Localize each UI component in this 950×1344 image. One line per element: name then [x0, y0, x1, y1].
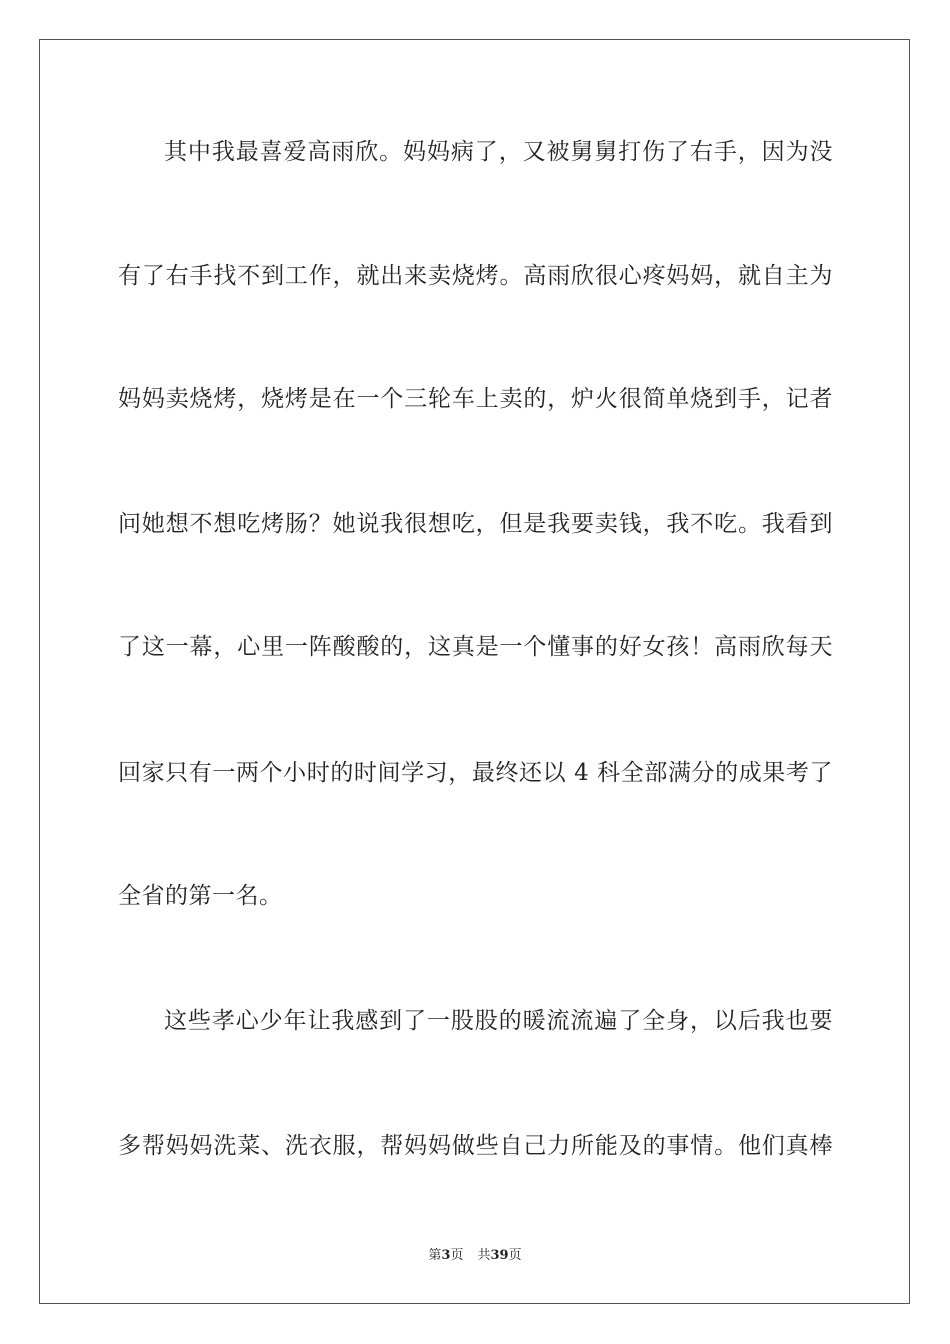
- footer-total-suffix: 页: [508, 1248, 522, 1263]
- paragraph-line-1: 其中我最喜爱高雨欣。妈妈病了，又被舅舅打伤了右手，因为没: [164, 139, 833, 165]
- footer-total-prefix: 共: [477, 1248, 491, 1263]
- footer-total-pages: 39: [490, 1248, 509, 1263]
- footer-page-suffix: 页: [450, 1248, 464, 1263]
- footer-page-number: 3: [441, 1248, 451, 1263]
- paragraph-line-5: 了这一幕，心里一阵酸酸的，这真是一个懂事的好女孩！高雨欣每天: [118, 634, 833, 660]
- paragraph-line-4: 问她想不想吃烤肠？她说我很想吃，但是我要卖钱，我不吃。我看到: [118, 511, 833, 537]
- page-border: [39, 39, 910, 1304]
- paragraph-line-6: 回家只有一两个小时的时间学习，最终还以 4 科全部满分的成果考了: [118, 760, 833, 786]
- paragraph-line-2: 有了右手找不到工作，就出来卖烧烤。高雨欣很心疼妈妈，就自主为: [118, 263, 833, 289]
- paragraph-line-7: 全省的第一名。: [118, 883, 283, 909]
- paragraph-line-9: 多帮妈妈洗菜、洗衣服，帮妈妈做些自己力所能及的事情。他们真棒: [118, 1133, 833, 1159]
- page-footer: [0, 1247, 950, 1265]
- paragraph-line-3: 妈妈卖烧烤，烧烤是在一个三轮车上卖的，炉火很简单烧到手，记者: [118, 386, 833, 412]
- footer-page-prefix: 第: [428, 1248, 442, 1263]
- paragraph-line-8: 这些孝心少年让我感到了一股股的暖流流遍了全身，以后我也要: [164, 1008, 833, 1034]
